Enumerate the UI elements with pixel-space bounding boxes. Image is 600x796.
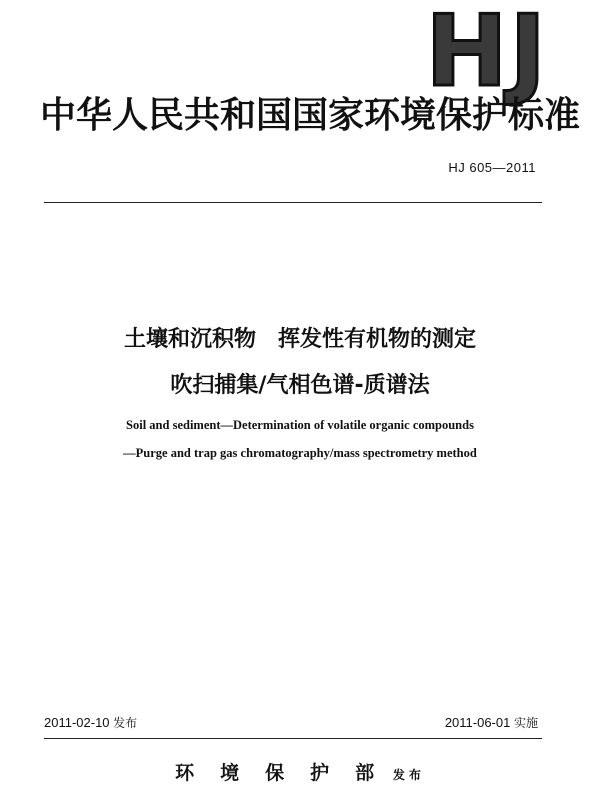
publisher — [0, 758, 600, 785]
publisher-organization: 环境保护部 — [175, 762, 401, 784]
title-chinese-line2: 吹扫捕集/气相色谱-质谱法 — [170, 373, 430, 398]
standard-organization-title: 中华人民共和国国家环境保护标准 — [40, 95, 581, 136]
issue-date-label: 发布 — [113, 716, 138, 730]
title-english-line1: Soil and sediment—Determination of volatile organic compounds — [126, 418, 474, 432]
title-english-line2: —Purge and trap gas chromatography/mass spectrometry method — [123, 446, 477, 460]
standard-number: HJ 605—2011 — [448, 160, 536, 175]
header-divider — [44, 202, 542, 203]
hj-logo: HJ — [425, 0, 548, 109]
footer-divider — [44, 738, 542, 739]
issue-date — [44, 714, 137, 731]
title-chinese-line1: 土壤和沉积物 挥发性有机物的测定 — [123, 327, 476, 352]
implementation-date-value: 2011-06-01 — [444, 715, 511, 730]
issue-date-value: 2011-02-10 — [44, 715, 110, 730]
implementation-date — [445, 714, 538, 731]
implementation-date-label: 实施 — [513, 716, 538, 730]
publisher-action: 发布 — [392, 768, 425, 782]
